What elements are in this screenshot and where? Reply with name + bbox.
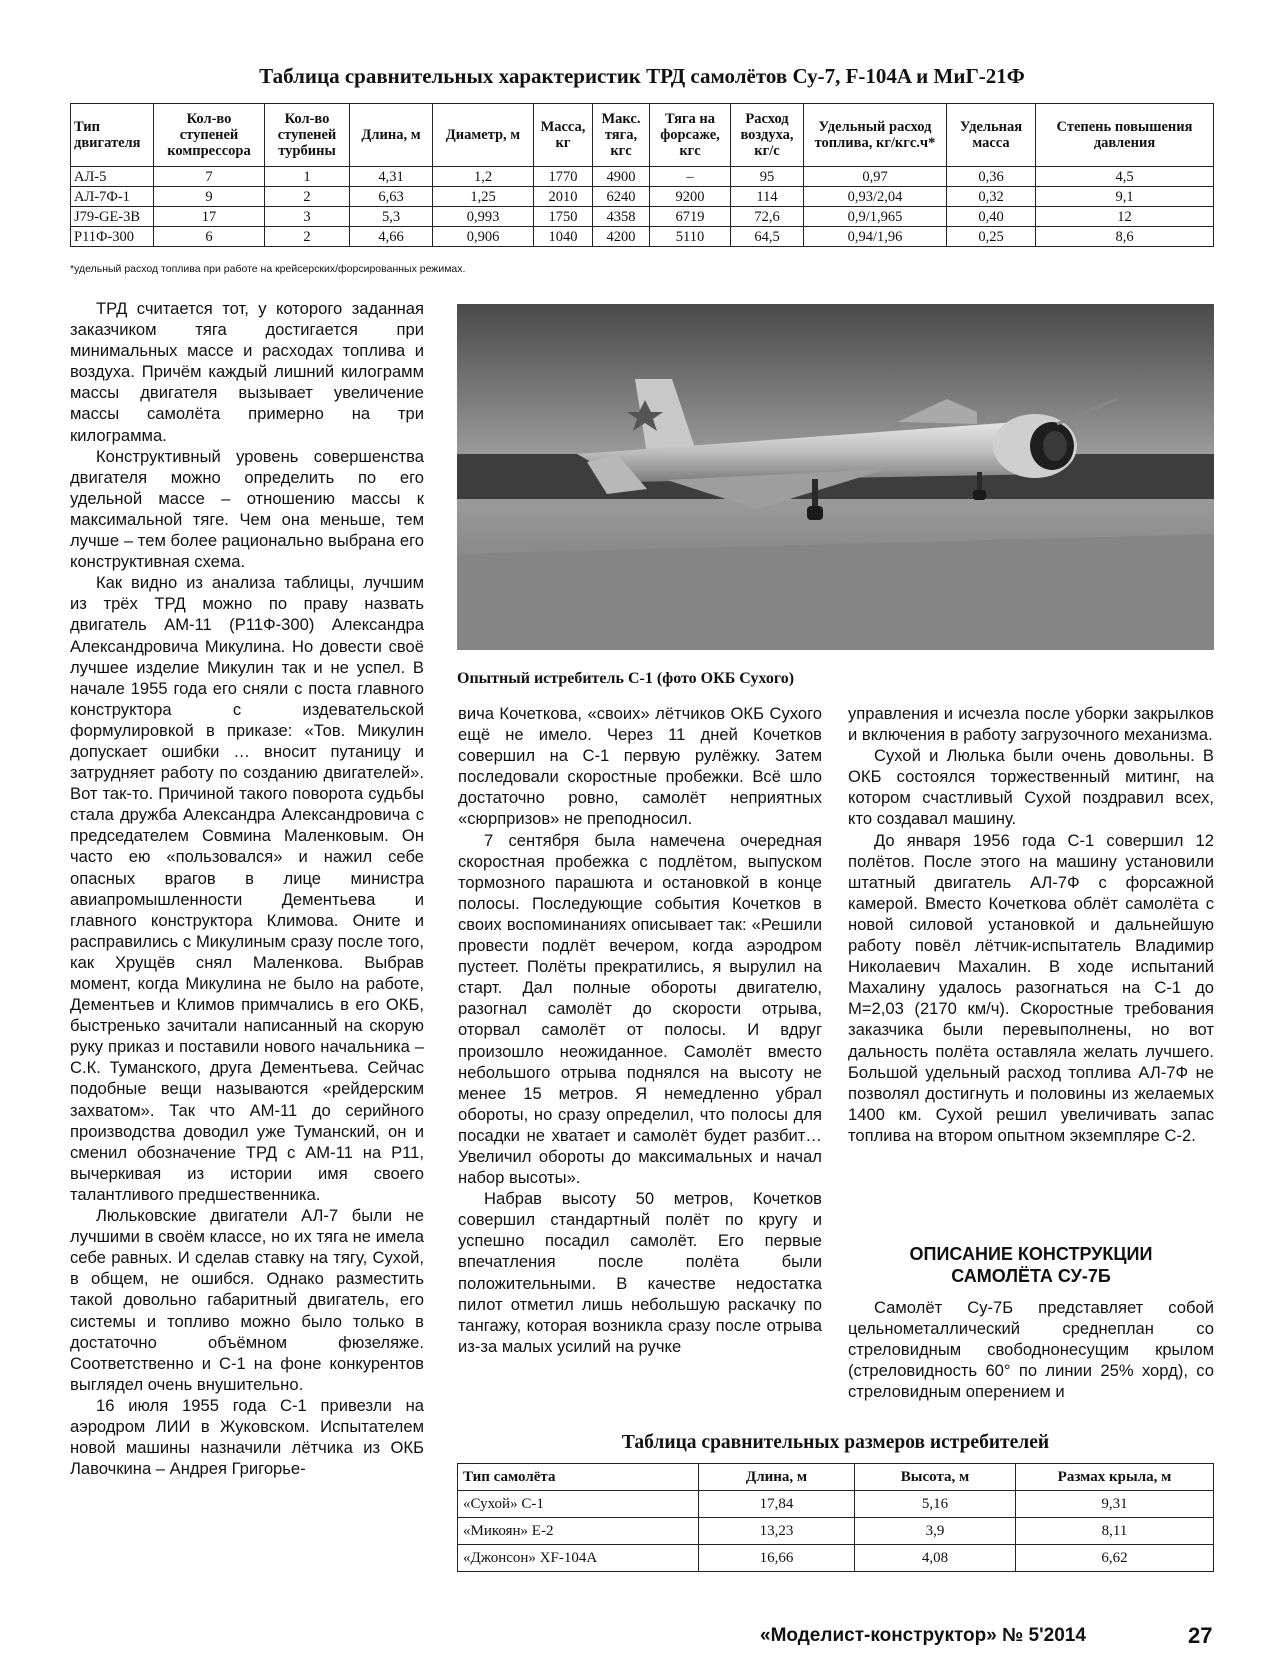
table-cell: 9 (154, 187, 265, 207)
table-cell: 6719 (650, 207, 731, 227)
table-row (71, 187, 1214, 207)
paragraph: ТРД считается тот, у которого заданная заказчиком тяга достигается при минимальных массе и расходах топлива и воздуха. Причём каждый лишний килограмм массы двигателя вызывает увеличение массы самолёта примерно на три килограмма. (70, 299, 424, 445)
table-cell: 16,66 (699, 1545, 855, 1572)
table-row (71, 207, 1214, 227)
paragraph: До января 1956 года С-1 совершил 12 полётов. После этого на машину установили штатный двигатель АЛ-7Ф с форсажной камерой. Вместо Кочеткова облёт самолёта с новой силовой установкой и дальнейшую работу повёл лётчик-испытатель Владимир Николаевич Махалин. В ходе испытаний Махалину удалось разогнаться на С-1 до М=2,03 (2170 км/ч). Скоростные требования заказчика были перевыполнены, но вот дальность полёта оставляла желать лучшего. Большой удельный расход топлива АЛ-7Ф не позволял достигнуть и половины из желаемых 1400 км. Сухой решил увеличивать запас топлива на втором опытном экземпляре С-2. (848, 830, 1214, 1145)
table-row (71, 227, 1214, 247)
table-header-row (71, 104, 1214, 167)
table-cell: АЛ-7Ф-1 (71, 187, 154, 207)
paragraph: Люльковские двигатели АЛ-7 были не лучшими в своём классе, но их тяга не имела себе равных. И сделав ставку на тягу, Сухой, в общем, не ошибся. Однако разместить такой довольно габаритный двигатель, его системы и топливо можно было только в достаточно объёмном фюзеляже. Соответственно и С-1 на фоне конкурентов выглядел очень внушительно. (70, 1206, 424, 1394)
table-cell: 4,31 (350, 167, 433, 187)
table-cell: 4,66 (350, 227, 433, 247)
table-cell: 1,25 (433, 187, 534, 207)
table-header-cell: Тяга на форсаже, кгс (650, 104, 731, 167)
table-header-cell: Диаметр, м (433, 104, 534, 167)
table-row (458, 1545, 1214, 1572)
table-header-cell: Высота, м (855, 1464, 1016, 1491)
table-cell: 0,32 (947, 187, 1036, 207)
table-header-cell: Тип двигателя (71, 104, 154, 167)
table-cell: 64,5 (731, 227, 804, 247)
table-cell: АЛ-5 (71, 167, 154, 187)
table-cell: 4200 (593, 227, 650, 247)
table-cell: – (650, 167, 731, 187)
table-header-cell: Степень повышения давления (1036, 104, 1214, 167)
table-cell: 1040 (534, 227, 593, 247)
page-number: 27 (1188, 1623, 1213, 1648)
table-cell: 4358 (593, 207, 650, 227)
table-cell: 8,6 (1036, 227, 1214, 247)
table-cell: 7 (154, 167, 265, 187)
table-cell: 8,11 (1016, 1518, 1214, 1545)
table-cell: 2 (265, 187, 350, 207)
table-cell: 12 (1036, 207, 1214, 227)
table-header-cell: Длина, м (699, 1464, 855, 1491)
table-cell: 6240 (593, 187, 650, 207)
table-cell: 72,6 (731, 207, 804, 227)
table-cell: 0,993 (433, 207, 534, 227)
table-header-cell: Масса, кг (534, 104, 593, 167)
table-cell: J79-GE-3B (71, 207, 154, 227)
article-column-1 (70, 298, 424, 1479)
paragraph: Как видно из анализа таблицы, лучшим из трёх ТРД можно по праву назвать двигатель АМ-11 (Р11Ф-300) Александра Александровича Микулина. Но довести своё лучшее изделие Микулин так и не успел. В начале 1955 года его сняли с поста главного конструктора с издевательской формулировкой в приказе: «Тов. Микулин допускает ошибки … вносит путаницу и затрудняет работу по созданию двигателей». Вот так-то. Причиной такого поворота судьбы стала дружба Александра Александровича с председателем Совмина Маленковым. Он часто ею «пользовался» и нажил себе опасных врагов в лице министра авиапромышленности Дементьева и главного конструктора Климова. Оните и расправились с Микулиным сразу после того, как Хрущёв снял Маленкова. Выбрав момент, когда Микулина не было на работе, Дементьев и Климов примчались в его ОКБ, быстренько зачитали написанный на скорую руку приказ и поставили нового начальника – С.К. Туманского, друга Дементьева. Сейчас подобные вещи называются «рейдерским захватом». Так что АМ-11 до серийного производства доводил уже Туманский, он и сменил обозначение ТРД с АМ-11 на Р11, вычеркивая из истории имя своего талантливого предшественника. (70, 573, 424, 1204)
table-cell: 17 (154, 207, 265, 227)
table-header-row (458, 1464, 1214, 1491)
table-cell: 0,25 (947, 227, 1036, 247)
table-row (458, 1518, 1214, 1545)
table-cell: 1 (265, 167, 350, 187)
magazine-footer: «Моделист-конструктор» № 5'2014 (760, 1625, 1086, 1646)
table-cell: 4,5 (1036, 167, 1214, 187)
table-cell: 9,31 (1016, 1491, 1214, 1518)
table-cell: «Джонсон» XF-104A (458, 1545, 699, 1572)
paragraph: Набрав высоту 50 метров, Кочетков совершил стандартный полёт по кругу и успешно посадил самолёт. Его первые впечатления после полёта были положительными. В качестве недостатка пилот отметил лишь небольшую раскачку по тангажу, которая возникла сразу после отрыва из-за малых усилий на ручке (458, 1189, 822, 1356)
table-header-cell: Макс. тяга, кгс (593, 104, 650, 167)
table-cell: «Микоян» Е-2 (458, 1518, 699, 1545)
table-header-cell: Тип самолёта (458, 1464, 699, 1491)
paragraph: 16 июля 1955 года С-1 привезли на аэродром ЛИИ в Жуковском. Испытателем новой машины назначили лётчика из ОКБ Лавочкина – Андрея Григорье- (70, 1395, 424, 1479)
table-header-cell: Длина, м (350, 104, 433, 167)
article-column-2 (458, 703, 822, 1357)
paragraph: вича Кочеткова, «своих» лётчиков ОКБ Сухого ещё не имело. Через 11 дней Кочетков совершил на С-1 первую рулёжку. Затем последовали скоростные пробежки. Всё шло достаточно ровно, самолёт неприятных «сюрпризов» не преподносил. (458, 704, 822, 829)
table-row (458, 1491, 1214, 1518)
paragraph: управления и исчезла после уборки закрылков и включения в работу загрузочного механизма. (848, 704, 1214, 745)
table2-title: Таблица сравнительных размеров истребителей (621, 1432, 1050, 1453)
table-cell: 13,23 (699, 1518, 855, 1545)
table-cell: 0,97 (804, 167, 947, 187)
table-cell: 0,94/1,96 (804, 227, 947, 247)
table-cell: 4,08 (855, 1545, 1016, 1572)
table-cell: 0,40 (947, 207, 1036, 227)
table-header-cell: Удельная масса (947, 104, 1036, 167)
table-cell: 1750 (534, 207, 593, 227)
paragraph: Сухой и Люлька были очень довольны. В ОКБ состоялся торжественный митинг, на котором счастливый Сухой поздравил всех, кто создавал машину. (848, 746, 1214, 829)
table-cell: 5,16 (855, 1491, 1016, 1518)
table-cell: 6,63 (350, 187, 433, 207)
table-cell: 0,906 (433, 227, 534, 247)
article-column-3 (848, 703, 1214, 1146)
table-cell: 3,9 (855, 1518, 1016, 1545)
table-header-cell: Размах крыла, м (1016, 1464, 1214, 1491)
table-cell: Р11Ф-300 (71, 227, 154, 247)
table-cell: 0,36 (947, 167, 1036, 187)
section-heading-line: САМОЛЁТА СУ-7Б (951, 1266, 1111, 1286)
table-cell: 2010 (534, 187, 593, 207)
table-header-cell: Кол-во ступеней турбины (265, 104, 350, 167)
table1-footnote: *удельный расход топлива при работе на крейсерских/форсированных режимах. (70, 263, 466, 275)
table-cell: 95 (731, 167, 804, 187)
photo-caption: Опытный истребитель С-1 (фото ОКБ Сухого) (457, 670, 795, 687)
table-cell: 6,62 (1016, 1545, 1214, 1572)
table-header-cell: Кол-во ступеней компрессора (154, 104, 265, 167)
table-header-cell: Удельный расход топлива, кг/кгс.ч* (804, 104, 947, 167)
table-cell: 4900 (593, 167, 650, 187)
table-row (71, 167, 1214, 187)
table1-title: Таблица сравнительных характеристик ТРД самолётов Су-7, F-104A и МиГ-21Ф (259, 64, 1025, 88)
table-cell: 0,93/2,04 (804, 187, 947, 207)
table-cell: 1770 (534, 167, 593, 187)
table-cell: 0,9/1,965 (804, 207, 947, 227)
table-cell: 9200 (650, 187, 731, 207)
engine-comparison-table (70, 103, 1214, 247)
table-cell: 6 (154, 227, 265, 247)
table-header-cell: Расход воздуха, кг/с (731, 104, 804, 167)
paragraph: Конструктивный уровень совершенства двигателя можно определить по его удельной массе – отношению массы к максимальной тяге. Чем она меньше, тем лучше – тем более рационально выбрана его конструктивная схема. (70, 446, 424, 572)
table-cell: 5110 (650, 227, 731, 247)
article-column-3-continued (848, 1297, 1214, 1402)
table-cell: «Сухой» С-1 (458, 1491, 699, 1518)
table-cell: 2 (265, 227, 350, 247)
paragraph: Самолёт Су-7Б представляет собой цельнометаллический среднеплан со стреловидным свободнонесущим крылом (стреловидность 60° по линии 25% хорд), со стреловидным оперением и (848, 1298, 1214, 1402)
table-cell: 5,3 (350, 207, 433, 227)
table-cell: 9,1 (1036, 187, 1214, 207)
section-heading-line: ОПИСАНИЕ КОНСТРУКЦИИ (909, 1244, 1153, 1264)
aircraft-photo (457, 304, 1214, 650)
table-cell: 17,84 (699, 1491, 855, 1518)
fighter-dimensions-table (457, 1463, 1214, 1572)
table-cell: 114 (731, 187, 804, 207)
table-cell: 3 (265, 207, 350, 227)
section-heading (848, 1243, 1214, 1287)
table-cell: 1,2 (433, 167, 534, 187)
paragraph: 7 сентября была намечена очередная скоростная пробежка с подлётом, выпуском тормозного парашюта и остановкой в конце полосы. Последующие события Кочетков в своих воспоминаниях описывает так: «Решили провести подлёт вечером, когда аэродром пустеет. Полёты прекратились, я вырулил на старт. Дал полные обороты двигателю, разогнал самолёт до скорости отрыва, оторвал самолёт от полосы. И вдруг произошло неожиданное. Самолёт вместо небольшого отрыва поднялся на высоту не менее 15 метров. Я немедленно убрал обороты, но сразу определил, что полосы для посадки не хватает и самолёт будет разбит…Увеличил обороты до максимальных и начал набор высоты». (458, 830, 822, 1188)
